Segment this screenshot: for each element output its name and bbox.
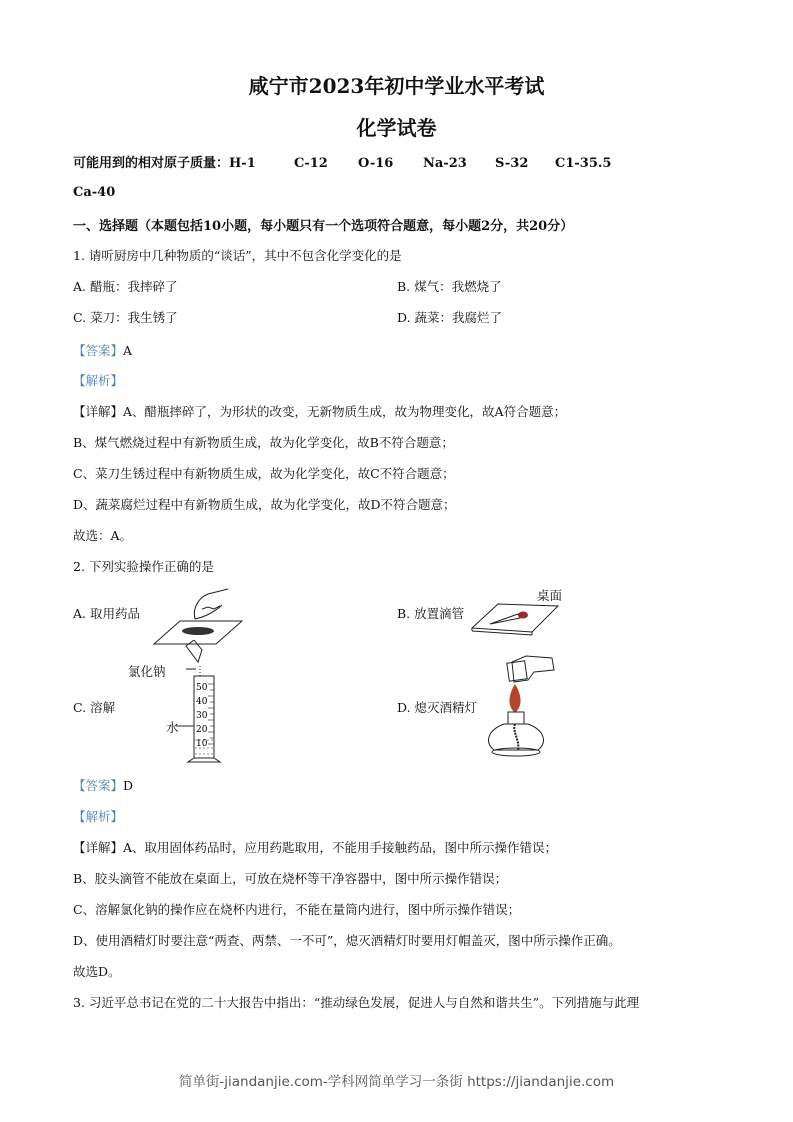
q1-detail-4: 故选：A。	[73, 528, 133, 543]
mass-item: Na-23	[423, 156, 467, 171]
taking-chemicals-figure	[150, 587, 245, 647]
mass-item: C-12	[294, 156, 328, 171]
svg-text:40: 40	[196, 697, 208, 707]
mass-item: S-32	[495, 156, 529, 171]
q1-option-b: B. 煤气：我燃烧了	[397, 279, 502, 294]
answer-tag: 【答案】	[73, 343, 124, 358]
answer-tag: 【答案】	[73, 778, 124, 793]
q2-detail-3: D、使用酒精灯时要注意“两查、两禁、一不可”，熄灭酒精灯时要用灯帽盖灭，图中所示操作正确。	[73, 933, 621, 948]
detail-tag: 【详解】	[73, 840, 124, 855]
section-title: 一、选择题（本题包括10小题，每小题只有一个选项符合题意，每小题2分，共20分）	[73, 219, 574, 234]
detail-tag: 【详解】	[73, 404, 124, 419]
q2-detail-4: 故选D。	[73, 964, 121, 979]
q1-option-d: D. 蔬菜：我腐烂了	[397, 310, 503, 325]
answer-value: D	[123, 778, 134, 793]
footer-watermark: 简单街-jiandanjie.com-学科网简单学习一条街 https://jiandanjie.com	[178, 1074, 615, 1090]
desk-label: 桌面	[537, 588, 563, 603]
q1-answer	[73, 341, 132, 359]
q1-stem: 1. 请听厨房中几种物质的“谈话”，其中不包含化学变化的是	[73, 248, 402, 263]
q2-stem: 2. 下列实验操作正确的是	[73, 559, 214, 574]
svg-text:10: 10	[196, 739, 208, 749]
atomic-mass-label: 可能用到的相对原子质量：	[73, 156, 230, 171]
q2-option-b: B. 放置滴管	[397, 606, 465, 621]
q1-detail-0: 【详解】A、醋瓶摔碎了，为形状的改变，无新物质生成，故为物理变化，故A符合题意；	[73, 404, 567, 419]
q2-detail-1: B、胶头滴管不能放在桌面上，可放在烧杯等干净容器中，图中所示操作错误；	[73, 871, 508, 886]
q2-detail-0: 【详解】A、取用固体药品时，应用药匙取用，不能用手接触药品，图中所示操作错误；	[73, 840, 558, 855]
svg-text:50: 50	[196, 683, 208, 693]
mass-item: H-1	[229, 156, 256, 171]
q2-detail-2: C、溶解氯化钠的操作应在烧杯内进行，不能在量筒内进行，图中所示操作错误；	[73, 902, 521, 917]
q1-detail-3: D、蔬菜腐烂过程中有新物质生成，故为化学变化，故D不符合题意；	[73, 497, 456, 512]
q2-analysis-tag: 【解析】	[73, 809, 124, 824]
q1-detail-1: B、煤气燃烧过程中有新物质生成，故为化学变化，故B不符合题意；	[73, 435, 454, 450]
q1-option-c: C. 菜刀：我生锈了	[73, 310, 178, 325]
svg-text:30: 30	[196, 711, 208, 721]
svg-text:20: 20	[196, 725, 208, 735]
q1-option-a: A. 醋瓶：我摔碎了	[73, 279, 178, 294]
answer-value: A	[123, 343, 133, 358]
q3-stem: 3. 习近平总书记在党的二十大报告中指出：“推动绿色发展，促进人与自然和谐共生”。下列措施与此理	[73, 995, 640, 1010]
water-label: 水	[166, 720, 179, 735]
q1-detail-2: C、菜刀生锈过程中有新物质生成，故为化学变化，故C不符合题意；	[73, 466, 455, 481]
mass-item-ca: Ca-40	[73, 185, 116, 200]
q2-answer	[73, 776, 133, 794]
q1-analysis-tag: 【解析】	[73, 373, 124, 388]
mass-item: O-16	[358, 156, 394, 171]
atomic-mass-line	[73, 152, 611, 171]
nacl-label: 氯化钠	[128, 664, 166, 679]
alcohol-lamp-figure	[482, 650, 562, 760]
q2-option-c: C. 溶解	[73, 700, 116, 715]
q2-option-a: A. 取用药品	[73, 606, 140, 621]
q2-option-d: D. 熄灭酒精灯	[397, 700, 478, 715]
exam-subtitle: 化学试卷	[356, 116, 437, 140]
measuring-cylinder-figure	[172, 640, 232, 765]
mass-item: C1-35.5	[555, 156, 612, 171]
exam-title: 咸宁市2023年初中学业水平考试	[248, 74, 545, 98]
dropper-on-desk-figure	[470, 600, 560, 638]
